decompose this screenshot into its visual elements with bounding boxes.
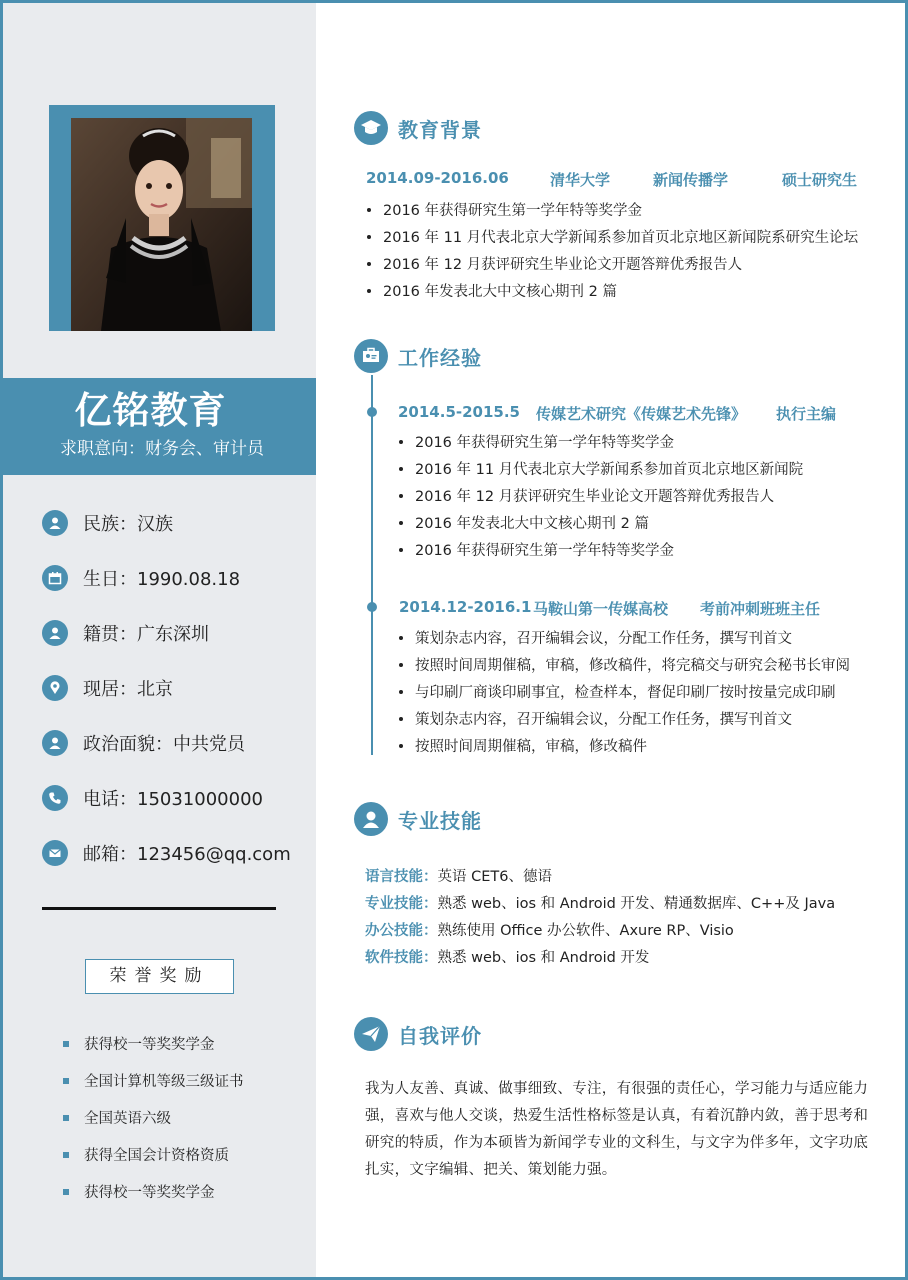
list-item: 获得全国会计资格资质 (63, 1144, 229, 1165)
skills-section-header (354, 802, 482, 836)
info-text: 政治面貌：中共党员 (83, 734, 245, 755)
list-item: 2016 年获得研究生第一学年特等奖学金 (399, 431, 674, 452)
list-item: 策划杂志内容，召开编辑会议，分配工作任务，撰写刊首文 (399, 708, 792, 729)
education-major: 新闻传播学 (653, 171, 729, 189)
person-icon (42, 620, 68, 646)
job-org: 传媒艺术研究《传媒艺术先锋》 (536, 405, 747, 423)
bullet-icon (399, 636, 403, 640)
self-eval-section-header (354, 1017, 482, 1051)
info-item-phone (42, 783, 302, 813)
portrait-image (71, 118, 252, 331)
section-title: 工作经验 (398, 345, 482, 370)
info-item-political (42, 728, 302, 758)
list-item: 按照时间周期催稿，审稿，修改稿件 (399, 735, 647, 756)
honors-title: 荣誉奖励 (85, 959, 234, 994)
square-bullet-icon (63, 1189, 69, 1195)
info-text: 现居：北京 (83, 679, 173, 700)
job-role: 考前冲刺班班主任 (700, 600, 821, 618)
education-period: 2014.09-2016.06 (366, 169, 509, 187)
mail-icon (42, 840, 68, 866)
work-section-header (354, 339, 482, 373)
list-item: 全国计算机等级三级证书 (63, 1070, 244, 1091)
list-item: 2016 年获得研究生第一学年特等奖学金 (367, 199, 642, 220)
list-item: 2016 年发表北大中文核心期刊 2 篇 (367, 280, 617, 301)
job-period: 2014.5-2015.5 (398, 403, 520, 421)
timeline-node (367, 602, 377, 612)
list-item: 与印刷厂商谈印刷事宜，检查样本，督促印刷厂按时按量完成印刷 (399, 681, 836, 702)
list-item: 2016 年 12 月获评研究生毕业论文开题答辩优秀报告人 (367, 253, 742, 274)
skill-item: 办公技能：熟练使用 Office 办公软件、Axure RP、Visio (365, 923, 734, 939)
bullet-icon (399, 548, 403, 552)
list-item: 2016 年 11 月代表北京大学新闻系参加首页北京地区新闻院系研究生论坛 (367, 226, 858, 247)
bullet-icon (367, 262, 371, 266)
job-period: 2014.12-2016.1 (399, 598, 532, 616)
info-item-hometown (42, 618, 302, 648)
id-card-icon (354, 339, 388, 373)
profile-photo (71, 118, 252, 331)
phone-icon (42, 785, 68, 811)
person-icon (42, 510, 68, 536)
bullet-icon (399, 690, 403, 694)
info-item-ethnicity (42, 508, 302, 538)
list-item: 按照时间周期催稿，审稿，修改稿件，将完稿交与研究会秘书长审阅 (399, 654, 850, 675)
name-band (3, 378, 316, 475)
square-bullet-icon (63, 1115, 69, 1121)
section-title: 专业技能 (398, 808, 482, 833)
info-text: 电话：15031000000 (83, 789, 263, 810)
user-icon (354, 802, 388, 836)
paper-plane-icon (354, 1017, 388, 1051)
list-item: 获得校一等奖奖学金 (63, 1033, 215, 1054)
list-item: 策划杂志内容，召开编辑会议，分配工作任务，撰写刊首文 (399, 627, 792, 648)
square-bullet-icon (63, 1078, 69, 1084)
list-item: 获得校一等奖奖学金 (63, 1181, 215, 1202)
bullet-icon (399, 467, 403, 471)
calendar-icon (42, 565, 68, 591)
job-objective: 求职意向：财务会、审计员 (60, 439, 264, 459)
section-title: 自我评价 (398, 1023, 482, 1048)
divider (42, 907, 276, 910)
info-text: 籍贯：广东深圳 (83, 624, 209, 645)
timeline-node (367, 407, 377, 417)
bullet-icon (399, 494, 403, 498)
job-role: 执行主编 (776, 405, 837, 423)
info-item-residence (42, 673, 302, 703)
bullet-icon (367, 289, 371, 293)
square-bullet-icon (63, 1152, 69, 1158)
info-item-email (42, 838, 302, 868)
education-degree: 硕士研究生 (782, 171, 858, 189)
square-bullet-icon (63, 1041, 69, 1047)
info-item-birthday (42, 563, 302, 593)
person-icon (42, 730, 68, 756)
graduation-cap-icon (354, 111, 388, 145)
bullet-icon (399, 744, 403, 748)
list-item: 2016 年 12 月获评研究生毕业论文开题答辩优秀报告人 (399, 485, 774, 506)
sidebar (3, 3, 316, 1277)
bullet-icon (399, 440, 403, 444)
bullet-icon (367, 208, 371, 212)
timeline-line (371, 375, 373, 755)
skill-item: 语言技能：英语 CET6、德语 (365, 869, 552, 885)
info-text: 生日：1990.08.18 (83, 569, 241, 590)
job-org: 马鞍山第一传媒高校 (533, 600, 669, 618)
info-text: 民族：汉族 (83, 514, 173, 535)
bullet-icon (399, 663, 403, 667)
bullet-icon (399, 717, 403, 721)
list-item: 2016 年 11 月代表北京大学新闻系参加首页北京地区新闻院 (399, 458, 803, 479)
bullet-icon (399, 521, 403, 525)
list-item: 全国英语六级 (63, 1107, 171, 1128)
list-item: 2016 年获得研究生第一学年特等奖学金 (399, 539, 674, 560)
education-section-header (354, 111, 482, 145)
skill-item: 专业技能：熟悉 web、ios 和 Android 开发、精通数据库、C++及 Java (365, 896, 836, 912)
section-title: 教育背景 (398, 117, 482, 142)
info-text: 邮箱：123456@qq.com (83, 844, 291, 865)
education-school: 清华大学 (550, 171, 611, 189)
skill-item: 软件技能：熟悉 web、ios 和 Android 开发 (365, 950, 650, 966)
bullet-icon (367, 235, 371, 239)
location-pin-icon (42, 675, 68, 701)
photo-frame (49, 105, 275, 331)
candidate-name: 亿铭教育 (74, 389, 227, 432)
self-eval-text: 我为人友善、真诚、做事细致、专注，有很强的责任心，学习能力与适应能力强，喜欢与他人交谈，热爱生活性格标签是认真，有着沉静内敛，善于思考和研究的特质，作为本硕皆为新闻学专业的文科生，与文字为伴多年，文字功底扎实，文字编辑、把关、策划能力强。 (365, 1081, 869, 1178)
list-item: 2016 年发表北大中文核心期刊 2 篇 (399, 512, 649, 533)
